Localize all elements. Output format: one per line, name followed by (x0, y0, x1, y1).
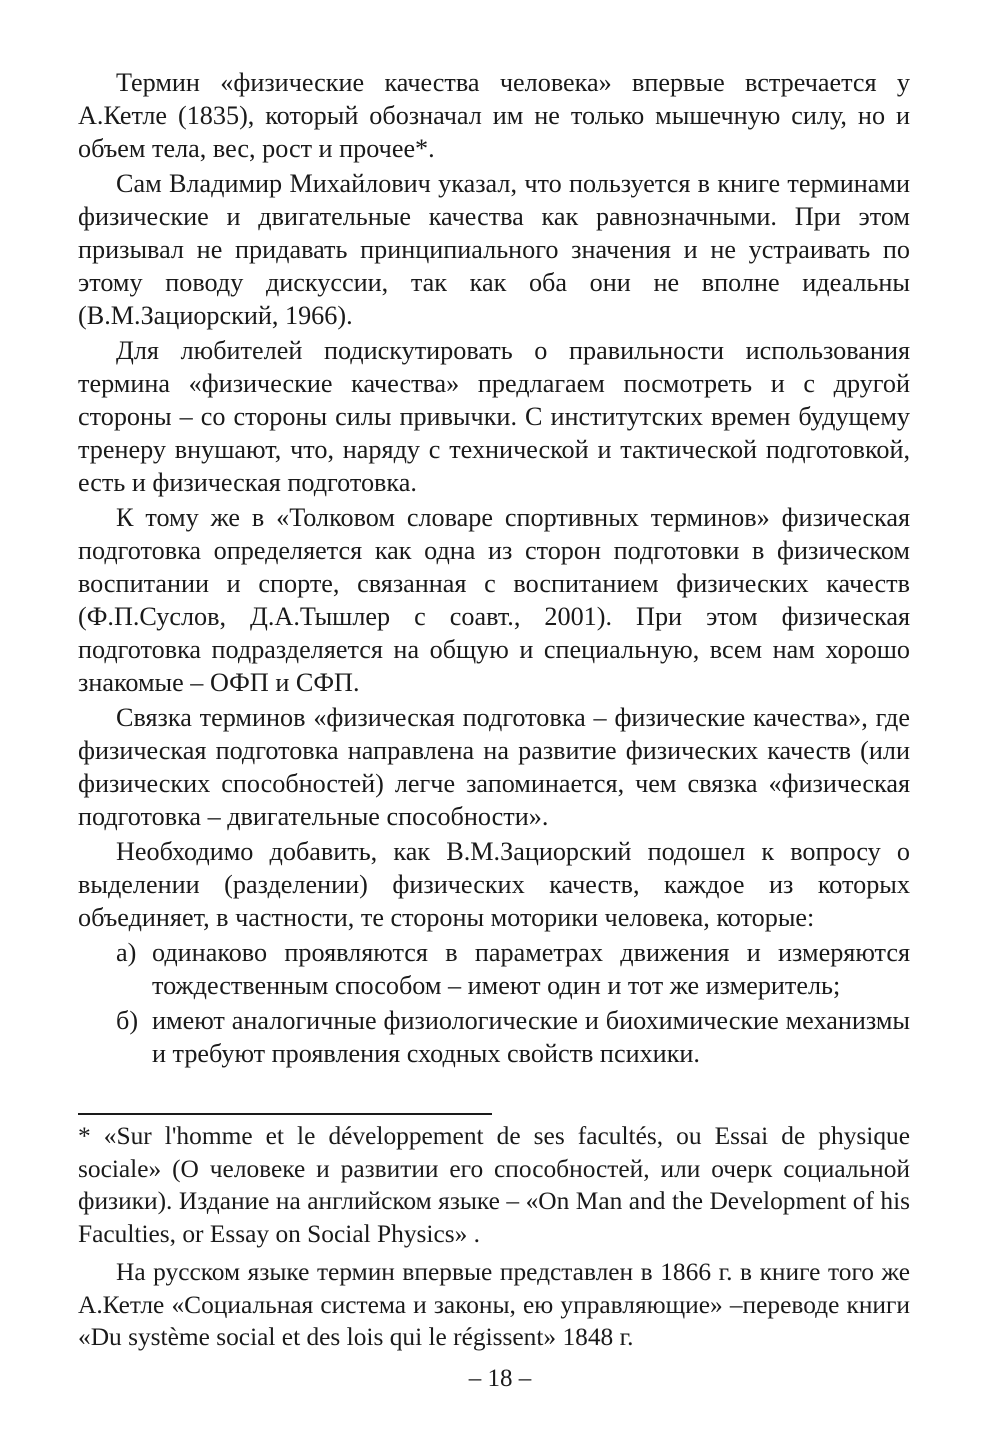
list-item-a (78, 936, 910, 1002)
list-item-b (78, 1004, 910, 1070)
footnote-text: * «Sur l'homme et le développement de ses facultés, ou Essai de physique sociale» (О человеке и развитии его способностей, или очерк социальной физики). Издание на английском языке – «On Man and the Development of his Faculties, or Essay on Social Physics» . (78, 1122, 910, 1248)
paragraph-5: Связка терминов «физическая подготовка – физические качества», где физическая подготовка направлена на развитие физических качеств (или физических способностей) легче запоминается, чем связка «физическая подготовка – двигательные способности». (78, 703, 910, 831)
paragraph-4: К тому же в «Толковом словаре спортивных терминов» физическая подготовка определяется как одна из сторон подготовки в физическом воспитании и спорте, связанная с воспитанием физических качеств (Ф.П.Суслов, Д.А.Тышлер с соавт., 2001). При этом физическая подготовка подразделяется на общую и специальную, всем нам хорошо знакомые – ОФП и СФП. (78, 503, 910, 697)
list-marker-a: а) (116, 938, 137, 967)
footnote-divider (78, 1113, 492, 1115)
page-number: – 18 – (468, 1365, 532, 1392)
list-text-a: одинаково проявляются в параметрах движения и измеряются тождественным способом – имеют один и тот же измеритель; (152, 938, 910, 1000)
paragraph-3: Для любителей подискутировать о правильности использования термина «физические качества» предлагаем посмотреть и с другой стороны – со стороны силы привычки. С институтских времен будущему тренеру внушают, что, наряду с технической и тактической подготовкой, есть и физическая подготовка. (78, 336, 910, 497)
paragraph-6: Необходимо добавить, как В.М.Зациорский подошел к вопросу о выделении (разделении) физических качеств, каждое из которых объединяет, в частности, те стороны моторики человека, которые: (78, 837, 910, 932)
list-marker-b: б) (116, 1006, 139, 1035)
list-text-b: имеют аналогичные физиологические и биохимические механизмы и требуют проявления сходных свойств психики. (152, 1006, 910, 1068)
footnote-continuation: На русском языке термин впервые представлен в 1866 г. в книге того же А.Кетле «Социальная система и законы, ею управляющие» –переводе книги «Du système social et des lois qui le régissent» 1848 г. (78, 1258, 910, 1351)
paragraph-2: Сам Владимир Михайлович указал, что пользуется в книге терминами физические и двигательные качества как равнозначными. При этом призывал не придавать принципиального значения и не устраивать по этому поводу дискуссии, так как оба они не вполне идеальны (В.М.Зациорский, 1966). (78, 169, 910, 330)
footnote (78, 1120, 910, 1360)
main-text (78, 66, 910, 1072)
paragraph-1: Термин «физические качества человека» впервые встречается у А.Кетле (1835), который обозначал им не только мышечную силу, но и объем тела, вес, рост и прочее*. (78, 68, 910, 163)
